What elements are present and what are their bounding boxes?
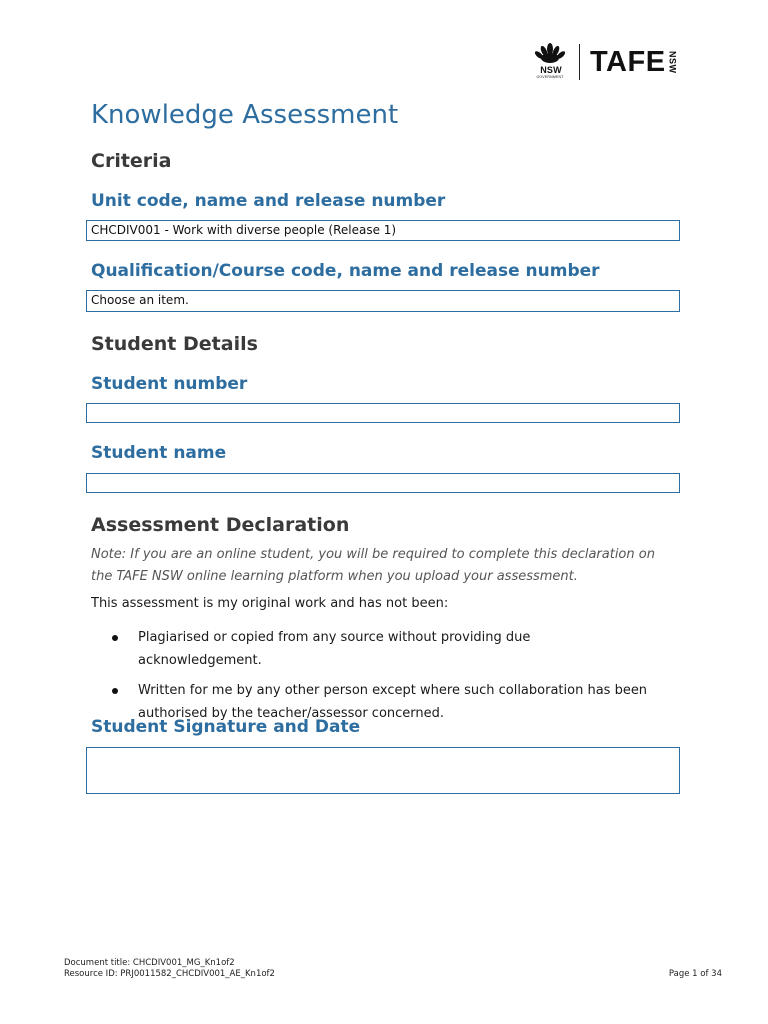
- tafe-nsw-logo: [531, 42, 697, 82]
- student-name-label: Student name: [91, 443, 227, 463]
- footer-resource-id: Resource ID: PRJ0011582_CHCDIV001_AE_Kn1of2: [64, 969, 275, 979]
- list-item-text: Written for me by any other person except where such collaboration has been authorised by the teacher/assessor concerned.: [138, 683, 648, 721]
- declaration-intro: This assessment is my original work and has not been:: [91, 596, 449, 611]
- signature-field[interactable]: [86, 747, 680, 794]
- unit-field[interactable]: CHCDIV001 - Work with diverse people (Release 1): [86, 220, 680, 241]
- student-name-field[interactable]: [86, 473, 680, 493]
- declaration-heading: Assessment Declaration: [91, 514, 350, 536]
- bullet-icon: [112, 635, 118, 641]
- student-number-label: Student number: [91, 374, 248, 394]
- page-title: Knowledge Assessment: [91, 100, 399, 130]
- logo-divider: [579, 44, 580, 80]
- list-item-text: Plagiarised or copied from any source without providing due acknowledgement.: [138, 630, 531, 668]
- qualification-dropdown[interactable]: Choose an item.: [86, 290, 680, 312]
- tafe-wordmark: TAFE: [590, 45, 666, 78]
- footer-meta: [64, 958, 275, 980]
- declaration-note: Note: If you are an online student, you will be required to complete this declaration on the TAFE NSW online learning platform when you upload your assessment.: [91, 547, 655, 584]
- bullet-icon: [112, 688, 118, 694]
- list-item: [112, 626, 652, 672]
- waratah-icon: [531, 43, 569, 81]
- footer-doc-title: Document title: CHCDIV001_MG_Kn1of2: [64, 958, 235, 968]
- qualification-label: Qualification/Course code, name and release number: [91, 261, 600, 281]
- signature-label: Student Signature and Date: [91, 717, 361, 737]
- unit-label: Unit code, name and release number: [91, 191, 446, 211]
- student-number-field[interactable]: [86, 403, 680, 423]
- government-wordmark: GOVERNMENT: [536, 75, 564, 79]
- criteria-heading: Criteria: [91, 150, 172, 172]
- nsw-wordmark: NSW: [540, 65, 562, 75]
- tafe-nsw-sub: NSW: [667, 50, 678, 74]
- student-details-heading: Student Details: [91, 333, 258, 355]
- page-number: Page 1 of 34: [668, 969, 722, 979]
